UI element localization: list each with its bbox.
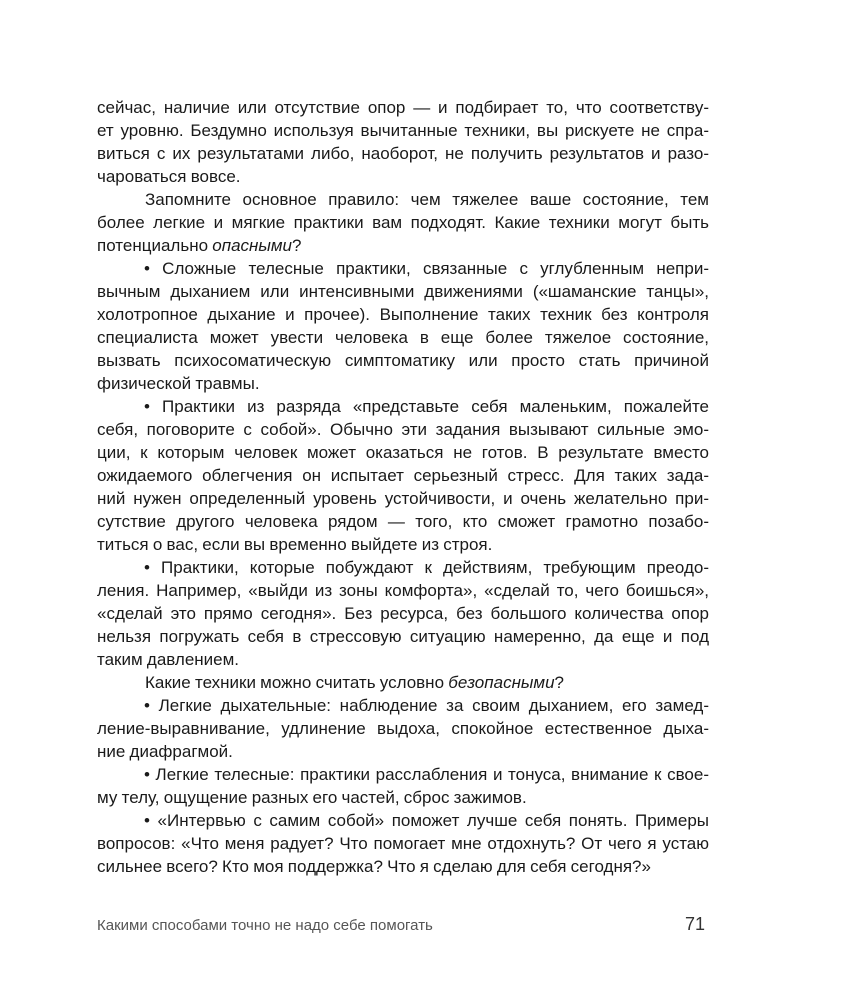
- text-line: вызвать психосоматическую симптоматику или просто стать причиной: [97, 351, 709, 370]
- text-line: • «Интервью с самим собой» поможет лучше себя понять. Примеры: [144, 811, 709, 830]
- text-line: более легкие и мягкие практики вам подходят. Какие техники могут быть: [97, 213, 709, 232]
- text-line: вычным дыханием или интенсивными движениями («шаманские танцы»,: [97, 282, 709, 301]
- text-line: холотропное дыхание и прочее). Выполнение таких техник без контроля: [97, 305, 709, 324]
- text-line: • Легкие дыхательные: наблюдение за своим дыханием, его замед-: [144, 696, 709, 715]
- text-line: ожидаемого облегчения он испытает серьезный стресс. Для таких зада-: [97, 466, 709, 485]
- body-text: [97, 96, 709, 878]
- text-line: специалиста может увести человека в еще более тяжелое состояние,: [97, 328, 709, 347]
- text-line: му телу, ощущение разных его частей, сброс зажимов.: [97, 788, 527, 807]
- text-line: • Практики из разряда «представьте себя маленьким, пожалейте: [144, 397, 709, 416]
- text-line: • Сложные телесные практики, связанные с углубленным непри-: [144, 259, 709, 278]
- text-line: Запомните основное правило: чем тяжелее ваше состояние, тем: [145, 190, 709, 209]
- text-run: потенциально: [97, 236, 213, 255]
- running-title: Какими способами точно не надо себе помогать: [97, 917, 433, 934]
- text-line: [97, 234, 709, 257]
- page-footer: [97, 914, 709, 936]
- text-line: виться с их результатами либо, наоборот, не получить результатов и разо-: [97, 144, 709, 163]
- emphasis-text: безопасными: [448, 673, 555, 692]
- text-line: • Легкие телесные: практики расслабления и тонуса, внимание к свое-: [144, 765, 709, 784]
- text-line: сильнее всего? Кто моя поддержка? Что я сделаю для себя сегодня?»: [97, 857, 651, 876]
- text-line: сейчас, наличие или отсутствие опор — и подбирает то, что соответству-: [97, 98, 709, 117]
- text-line: ление-выравнивание, удлинение выдоха, спокойное естественное дыха-: [97, 719, 709, 738]
- text-line: [97, 671, 709, 694]
- text-line: «сделай это прямо сегодня». Без ресурса, без большого количества опор: [97, 604, 709, 623]
- text-line: ления. Например, «выйди из зоны комфорта», «сделай то, чего боишься»,: [97, 581, 709, 600]
- text-line: ние диафрагмой.: [97, 742, 233, 761]
- page-number: 71: [684, 914, 705, 934]
- text-line: сутствие другого человека рядом — того, кто сможет грамотно позабо-: [97, 512, 709, 531]
- text-line: ет уровню. Бездумно используя вычитанные техники, вы рискуете не спра-: [97, 121, 709, 140]
- text-line: нельзя погружать себя в стрессовую ситуацию намеренно, да еще и под: [97, 627, 709, 646]
- text-line: вопросов: «Что меня радует? Что помогает мне отдохнуть? От чего я устаю: [97, 834, 709, 853]
- text-line: ции, к которым человек может оказаться не готов. В результате вместо: [97, 443, 709, 462]
- text-line: себя, поговорите с собой». Обычно эти задания вызывают сильные эмо-: [97, 420, 709, 439]
- text-line: чароваться вовсе.: [97, 167, 241, 186]
- text-line: титься о вас, если вы временно выйдете из строя.: [97, 535, 493, 554]
- text-run: ?: [292, 236, 302, 255]
- text-run: ?: [554, 673, 565, 692]
- text-line: ний нужен определенный уровень устойчивости, и очень желательно при-: [97, 489, 709, 508]
- text-line: таким давлением.: [97, 650, 240, 669]
- emphasis-text: опасными: [212, 236, 293, 255]
- text-line: физической травмы.: [97, 374, 260, 393]
- text-run: Какие техники можно считать условно: [145, 673, 449, 692]
- text-line: • Практики, которые побуждают к действиям, требующим преодо-: [144, 558, 709, 577]
